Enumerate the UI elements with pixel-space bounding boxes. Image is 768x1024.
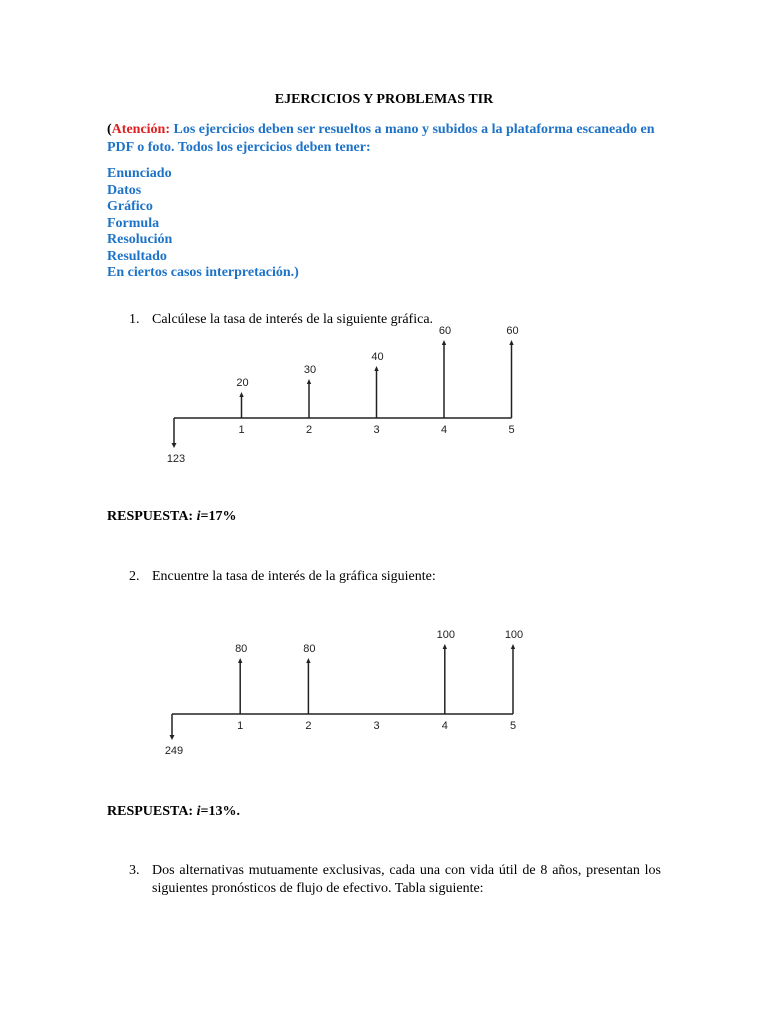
- inflow-arrow-head: [511, 644, 515, 649]
- notice-text: Los ejercicios deben ser resueltos a mano y subidos a la plataforma escaneado en PDF o foto. Todos los ejercicios deben tener:: [107, 122, 655, 155]
- requirement-item: Gráfico: [107, 199, 153, 214]
- answer-label: RESPUESTA:: [107, 509, 194, 524]
- inflow-value-label: 100: [504, 629, 524, 641]
- exercise-number: 1.: [129, 312, 140, 327]
- inflow-arrow-head: [238, 658, 242, 663]
- outflow-arrow-head: [170, 735, 175, 740]
- period-label: 1: [237, 720, 244, 732]
- inflow-value-label: 60: [506, 325, 519, 337]
- answer-value: =13%.: [200, 804, 240, 819]
- inflow-arrow-head: [239, 392, 243, 397]
- exercise-text: Dos alternativas mutuamente exclusivas, cada una con vida útil de 8 años, presentan los siguientes pronósticos de flujo de efectivo. Tabla siguiente:: [152, 863, 661, 896]
- exercise-text: Calcúlese la tasa de interés de la siguiente gráfica.: [152, 312, 434, 327]
- inflow-arrow-head: [509, 340, 513, 345]
- inflow-arrow-head: [443, 644, 447, 649]
- inflow-value-label: 60: [438, 325, 452, 337]
- answer-variable: i: [196, 804, 201, 819]
- notice-paragraph: [107, 121, 663, 157]
- answer-2: [107, 804, 240, 820]
- period-label: 5: [508, 424, 515, 436]
- requirement-item: Resultado: [107, 248, 167, 264]
- inflow-value-label: 80: [303, 643, 316, 655]
- outflow-label: 123: [166, 453, 186, 465]
- requirement-item: Resolución: [107, 232, 173, 247]
- answer-1: [107, 509, 236, 525]
- requirement-item: Enunciado: [107, 166, 172, 181]
- inflow-arrow-head: [306, 658, 310, 663]
- period-label: 3: [373, 720, 380, 732]
- requirement-item: Datos: [107, 182, 142, 198]
- notice-label: Atención:: [111, 122, 170, 137]
- requirement-item: Formula: [107, 215, 160, 231]
- inflow-value-label: 40: [371, 351, 384, 363]
- inflow-arrow-head: [307, 379, 311, 384]
- outflow-arrow-head: [172, 443, 177, 448]
- notice-open-paren: (: [107, 122, 112, 137]
- period-label: 1: [238, 424, 245, 436]
- exercise-number: 3.: [129, 863, 140, 878]
- exercise-text: Encuentre la tasa de interés de la gráfica siguiente:: [152, 569, 436, 584]
- inflow-arrow-head: [374, 366, 378, 371]
- period-label: 4: [440, 424, 448, 436]
- inflow-arrow-head: [442, 340, 446, 345]
- period-label: 4: [441, 720, 448, 732]
- cash-flow-diagram-2: [150, 625, 550, 765]
- answer-label: RESPUESTA:: [107, 804, 194, 819]
- outflow-label: 249: [164, 745, 184, 757]
- cash-flow-diagram-1: [150, 325, 550, 470]
- period-label: 5: [509, 720, 517, 732]
- requirements-list: [107, 166, 299, 282]
- period-label: 2: [305, 424, 313, 436]
- inflow-value-label: 100: [436, 629, 455, 641]
- period-label: 3: [373, 424, 380, 436]
- answer-value: =17%: [200, 509, 237, 524]
- answer-variable: i: [196, 509, 201, 524]
- period-label: 2: [305, 720, 312, 732]
- exercise-number: 2.: [129, 569, 140, 584]
- requirement-item: En ciertos casos interpretación.): [107, 265, 299, 280]
- inflow-value-label: 80: [235, 643, 248, 655]
- inflow-value-label: 30: [303, 364, 317, 376]
- document-title: EJERCICIOS Y PROBLEMAS TIR: [274, 92, 494, 107]
- inflow-value-label: 20: [236, 377, 249, 389]
